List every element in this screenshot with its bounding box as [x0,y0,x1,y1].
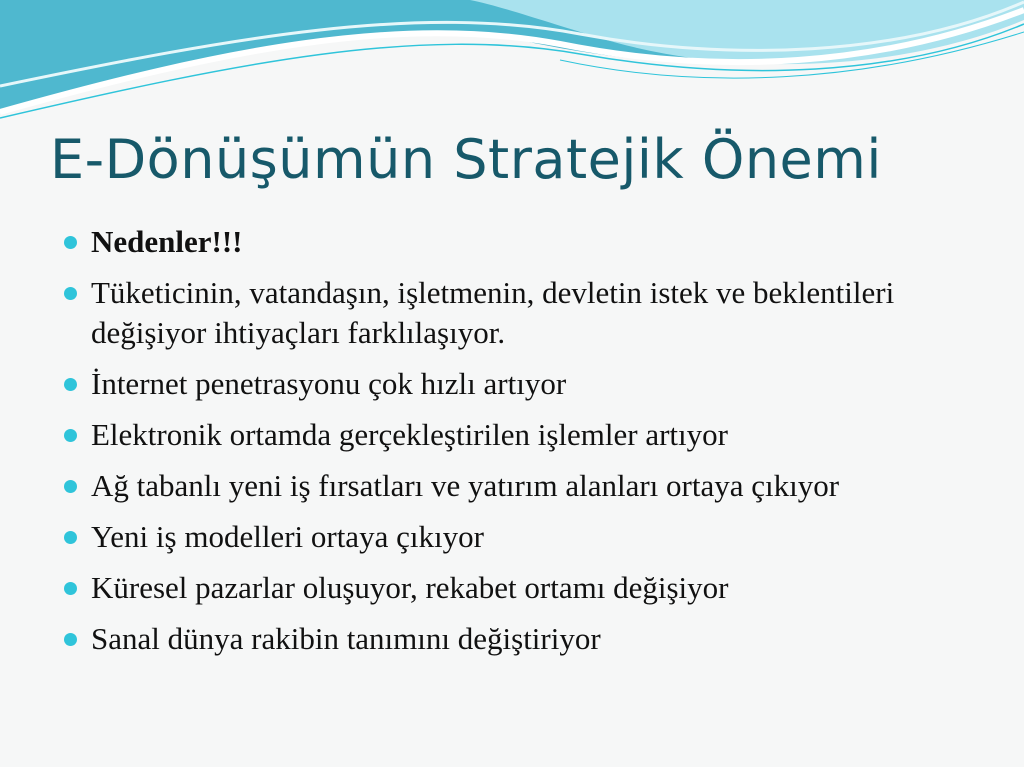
bullet-item [62,364,962,404]
bullet-text: Elektronik ortamda gerçekleştirilen işlemler artıyor [91,417,728,452]
bullet-dot-icon [64,378,77,391]
bullet-dot-icon [64,582,77,595]
bullet-dot-icon [64,236,77,249]
bullet-dot-icon [64,633,77,646]
bullet-item [62,619,962,659]
bullet-item [62,273,962,353]
bullet-item [62,517,962,557]
bullet-item [62,222,962,262]
bullet-text: Ağ tabanlı yeni iş fırsatları ve yatırım alanları ortaya çıkıyor [91,468,840,503]
bullet-text: Tüketicinin, vatandaşın, işletmenin, devletin istek ve beklentileri değişiyor ihtiyaçları farklılaşıyor. [91,275,895,350]
bullet-dot-icon [64,429,77,442]
bullet-text: Yeni iş modelleri ortaya çıkıyor [91,519,484,554]
bullet-dot-icon [64,287,77,300]
bullet-text: Nedenler!!! [91,224,243,259]
bullet-item [62,466,962,506]
bullet-item [62,415,962,455]
bullet-text: Sanal dünya rakibin tanımını değiştiriyor [91,621,601,656]
decorative-wave-header [0,0,1024,130]
bullet-text: İnternet penetrasyonu çok hızlı artıyor [91,366,567,401]
bullet-dot-icon [64,480,77,493]
bullet-dot-icon [64,531,77,544]
bullet-list [62,222,962,670]
bullet-text: Küresel pazarlar oluşuyor, rekabet ortamı değişiyor [91,570,729,605]
slide-title: E-Dönüşümün Stratejik Önemi [50,128,882,191]
bullet-item [62,568,962,608]
